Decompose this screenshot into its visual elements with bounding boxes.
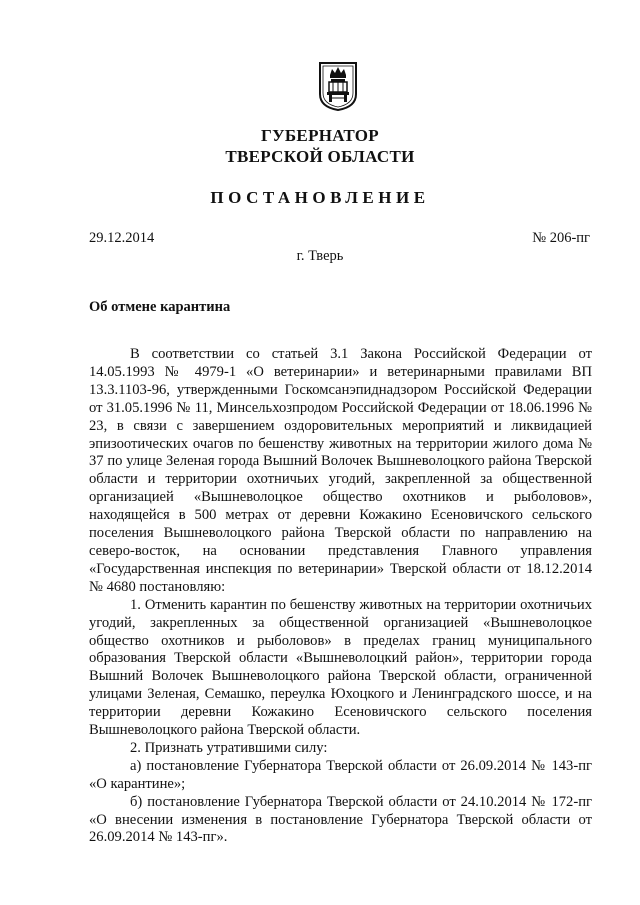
document-city: г. Тверь bbox=[296, 248, 344, 264]
document-type: ПОСТАНОВЛЕНИЕ bbox=[210, 188, 430, 207]
item-2-paragraph: 2. Признать утратившими силу: bbox=[130, 739, 328, 756]
document-date: 29.12.2014 bbox=[89, 230, 155, 246]
coat-of-arms-icon bbox=[317, 60, 359, 112]
document-number: № 206-пг bbox=[532, 230, 590, 246]
document-body bbox=[89, 346, 592, 847]
item-1-paragraph: 1. Отменить карантин по бешенству животных на территории охотничьих угодий, закрепленных за общественной организацией «Вышневолоцкое общество охотников и рыболовов» в пределах границ муниципального образования Тверской области «Вышневолоцкий район», территории города Вышний Волочек Вышневолоцкого района Тверской области, ограниченной улицами Зеленая, Семашко, переулка Юхоцкого и Ленинградского шоссе, и на территории деревни Кожакино Есеновичского сельского поселения Вышневолоцкого района Тверской области. bbox=[89, 596, 592, 739]
preamble-paragraph: В соответствии со статьей 3.1 Закона Российской Федерации от 14.05.1993 № 4979-1 «О ветеринарии» и ветеринарными правилами ВП 13.3.1103-96, утвержденными Госкомсанэпиднадзором Российской Федерации от 31.05.1996 № 11, Минсельхозпродом Российской Федерации от 18.06.1996 № 23, в связи с завершением оздоровительных мероприятий и ликвидацией эпизоотических очагов по бешенству животных на территории жилого дома № 37 по улице Зеленая города Вышний Волочек Вышневолоцкого района Тверской области и территории охотничьих угодий, закрепленной за общественной организацией «Вышневолоцкое общество охотников и рыболовов», находящейся в 500 метрах от деревни Кожакино Есеновичского сельского поселения Вышневолоцкого района Тверской области по направлению на северо-восток, на основании представления Главного управления «Государственная инспекция по ветеринарии» Тверской области от 18.12.2014 № 4680 постановляю: bbox=[89, 346, 592, 595]
issuer-title-line1: ГУБЕРНАТОР bbox=[261, 126, 379, 145]
item-2b-paragraph: б) постановление Губернатора Тверской области от 24.10.2014 № 172-пг «О внесении изменения в постановление Губернатора Тверской области от 26.09.2014 № 143-пг». bbox=[89, 793, 592, 846]
document-subject: Об отмене карантина bbox=[89, 299, 231, 315]
issuer-title-line2: ТВЕРСКОЙ ОБЛАСТИ bbox=[225, 147, 415, 166]
item-2a-paragraph: а) постановление Губернатора Тверской области от 26.09.2014 № 143-пг «О карантине»; bbox=[89, 757, 592, 792]
